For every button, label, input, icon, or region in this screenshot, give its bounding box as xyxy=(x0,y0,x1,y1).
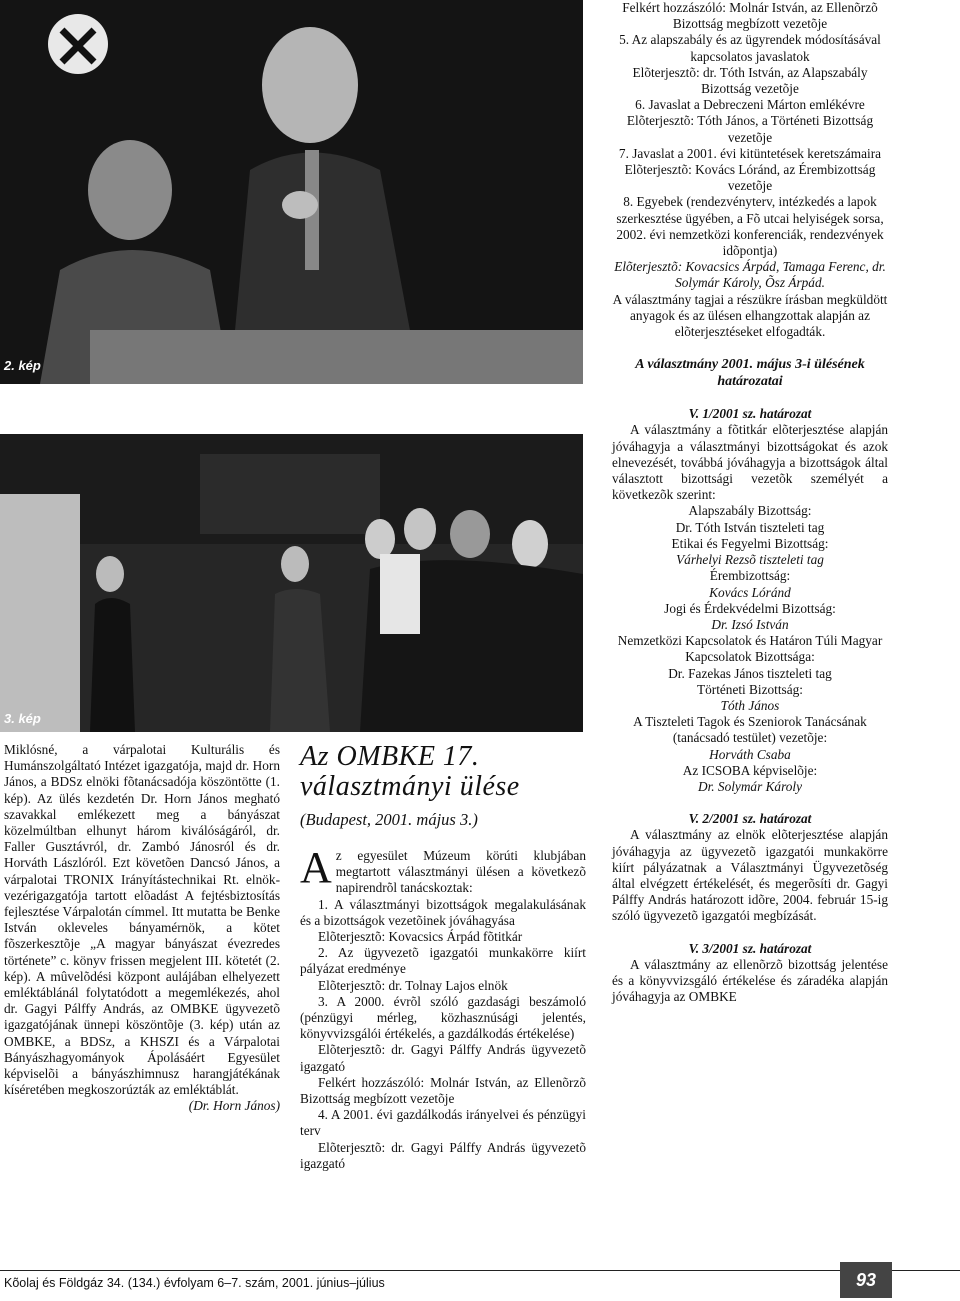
res2-text: A választmány az elnök elõterjesztése alapján jóváhagyja az ügyvezetõ igazgatói munkakörre kiírt pályázatnak a Választmányi Ügyvezetõség által elvégzett értékelését, és megerõsíti dr. Gagyi Pálffy András határozott idõre, 2004. február 15-ig szóló ügyvezetõ igazgatói megbízását. xyxy=(612,827,888,924)
agenda-item-7: 4. A 2001. évi gazdálkodás irányelvei és pénzügyi terv xyxy=(300,1107,586,1139)
res1-line-6: Jogi és Érdekvédelmi Bizottság: xyxy=(664,600,836,616)
left-column-text: Miklósné, a várpalotai Kulturális és Humánszolgáltató Intézet igazgatója, majd dr. Horn János, a BDSz elnöki fõtanácsadója köszöntötte (1. kép). Az ülés kezdetén Dr. Horn János megható szavakkal emlékezett meg a bányászat közelmúltban elhunyt három kiválóságáról, dr. Faller Gusztávról, dr. Zambó Jánosról és dr. Horváth Lászlóról. Ezt követõen Dancsó János, a várpalotai TRONIX Irányítástechnikai Rt. elnök-vezérigazgatója tartott elõadást A fejtésbiztosítás fejlesztése Várpalotán címmel. Itt mutatta be Benke István okleveles bányamérnök, a kötet fõszerkesztõje „A magyar bányászat évezredes története” c. könyv frissen megjelent III. kötetét (2. kép). A mûvelõdési központ aulájában elhelyezett emléktáblánál folytatódott a megemlékezés, ahol dr. Gagyi Pálffy András, az OMBKE ügyvezetõ igazgatójának ünnepi köszöntõje (3. kép) után az OMBKE, a BDSz, a KHSZI és a Várpalotai Bányászhagyományok Ápolásáért Egyesület képviselõi a bányászhimnusz harangjátékának kíséretében megkoszorúzták az emléktáblát. xyxy=(4,742,280,1098)
footer-divider xyxy=(0,1270,960,1271)
res1-line-7: Dr. Izsó István xyxy=(711,616,789,632)
right-top-0: Felkért hozzászóló: Molnár István, az Ellenõrzõ Bizottság megbízott vezetõje xyxy=(622,0,878,32)
res1-line-15: Dr. Solymár Károly xyxy=(697,778,803,794)
page-number: 93 xyxy=(840,1262,892,1298)
photo-2 xyxy=(0,0,583,384)
resolutions-heading: A választmány 2001. május 3-i ülésének határozatai xyxy=(635,357,865,390)
right-top-3: 6. Javaslat a Debreczeni Márton emlékévre xyxy=(635,97,865,113)
res1-line-11: Tóth János xyxy=(720,697,780,713)
agenda-intro-text: z egyesület Múzeum körúti klubjában megtartott választmányi ülésen a következõ napirendrõl tanácskoztak: xyxy=(335,848,586,896)
right-column xyxy=(612,0,888,1005)
res1-line-10: Történeti Bizottság: xyxy=(697,681,803,697)
res1-line-3: Várhelyi Rezsõ tiszteleti tag xyxy=(676,552,824,568)
photo-2-image xyxy=(0,0,583,384)
agenda-item-6: Felkért hozzászóló: Molnár István, az Ellenõrzõ Bizottság megbízott vezetõje xyxy=(300,1074,586,1107)
photo-3-label: 3. kép xyxy=(4,711,41,726)
right-top-4: Elõterjesztõ: Tóth János, a Történeti Bizottság vezetõje xyxy=(626,113,874,145)
right-top-9: A választmány tagjai a részükre írásban megküldött anyagok és az ülésen elhangzottak alapján az elõterjesztéseket elfogadták. xyxy=(612,291,888,340)
photo-3 xyxy=(0,434,583,732)
right-top-5: 7. Javaslat a 2001. évi kitüntetések keretszámaira xyxy=(618,145,882,161)
res1-line-4: Érembizottság: xyxy=(709,568,791,584)
photo-3-image xyxy=(0,434,583,732)
agenda-intro xyxy=(300,843,586,897)
photo-2-label: 2. kép xyxy=(4,358,41,373)
agenda-item-2: 2. Az ügyvezetõ igazgatói munkakörre kiírt pályázat eredménye xyxy=(300,945,586,977)
right-top-1: 5. Az alapszabály és az ügyrendek módosításával kapcsolatos javaslatok xyxy=(619,32,881,64)
res2-heading: V. 2/2001 sz. határozat xyxy=(688,811,812,827)
res1-line-14: Az ICSOBA képviselõje: xyxy=(682,762,818,778)
agenda-item-8: Elõterjesztõ: dr. Gagyi Pálffy András ügyvezetõ igazgató xyxy=(300,1139,586,1171)
res1-line-5: Kovács Lóránd xyxy=(709,584,791,600)
res1-line-1: Dr. Tóth István tiszteleti tag xyxy=(675,519,825,535)
right-top-2: Elõterjesztõ: dr. Tóth István, az Alapszabály Bizottság vezetõje xyxy=(632,64,868,97)
res1-line-0: Alapszabály Bizottság: xyxy=(688,503,812,519)
res3-text: A választmány az ellenõrzõ bizottság jelentése és a könyvvizsgáló értékelése és záradéka alapján jóváhagyja az OMBKE xyxy=(612,956,888,1005)
res1-text: A választmány a fõtitkár elõterjesztése alapján jóváhagyja a választmányi bizottságokat és azok elnevezését, továbbá jóváhagyja a bizottságok által választott bizottsági vezetõk személyét a következõk szerint: xyxy=(612,422,888,503)
right-top-6: Elõterjesztõ: Kovács Lóránd, az Érembizottság vezetõje xyxy=(624,162,876,194)
res1-line-9: Dr. Fazekas János tiszteleti tag xyxy=(668,665,832,681)
agenda-item-5: Elõterjesztõ: dr. Gagyi Pálffy András ügyvezetõ igazgató xyxy=(300,1042,586,1074)
agenda-item-0: 1. A választmányi bizottságok megalakulásának és a bizottságok vezetõinek jóváhagyása xyxy=(300,896,586,928)
article-title-block xyxy=(300,742,586,830)
middle-column xyxy=(300,843,586,1172)
res1-line-13: Horváth Csaba xyxy=(709,746,791,762)
right-top-8: Elõterjesztõ: Kovacsics Árpád, Tamaga Ferenc, dr. Solymár Károly, Õsz Árpád. xyxy=(614,259,886,291)
agenda-item-3: Elõterjesztõ: dr. Tolnay Lajos elnök xyxy=(318,977,508,993)
agenda-item-4: 3. A 2000. évrõl szóló gazdasági beszámoló (pénzügyi mérleg, közhasznúsági jelentés, könyvvizsgálói értékelés, a gazdálkodás értékelése) xyxy=(300,993,586,1042)
left-column xyxy=(4,742,280,1115)
res1-line-2: Etikai és Fegyelmi Bizottság: xyxy=(671,535,829,551)
res1-line-12: A Tiszteleti Tagok és Szeniorok Tanácsának (tanácsadó testület) vezetõje: xyxy=(633,714,867,746)
agenda-item-1: Elõterjesztõ: Kovacsics Árpád fõtitkár xyxy=(318,929,523,945)
left-column-signature: (Dr. Horn János) xyxy=(188,1098,280,1114)
res1-heading: V. 1/2001 sz. határozat xyxy=(688,406,812,422)
right-top-7: 8. Egyebek (rendezvényterv, intézkedés a lapok szerkesztése ügyében, a Fõ utcai helyiségek sorsa, 2002. évi nemzetközi konferenciák, rendezvények idõpontja) xyxy=(616,194,884,259)
res1-line-8: Nemzetközi Kapcsolatok és Határon Túli Magyar Kapcsolatok Bizottsága: xyxy=(617,633,883,665)
footer-journal-info: Kõolaj és Földgáz 34. (134.) évfolyam 6–7. szám, 2001. június–július xyxy=(4,1276,385,1290)
dropcap-letter: A xyxy=(300,843,332,892)
article-title: Az OMBKE 17. választmányi ülése xyxy=(300,741,520,802)
res3-heading: V. 3/2001 sz. határozat xyxy=(688,940,812,956)
article-subtitle: (Budapest, 2001. május 3.) xyxy=(300,810,478,829)
